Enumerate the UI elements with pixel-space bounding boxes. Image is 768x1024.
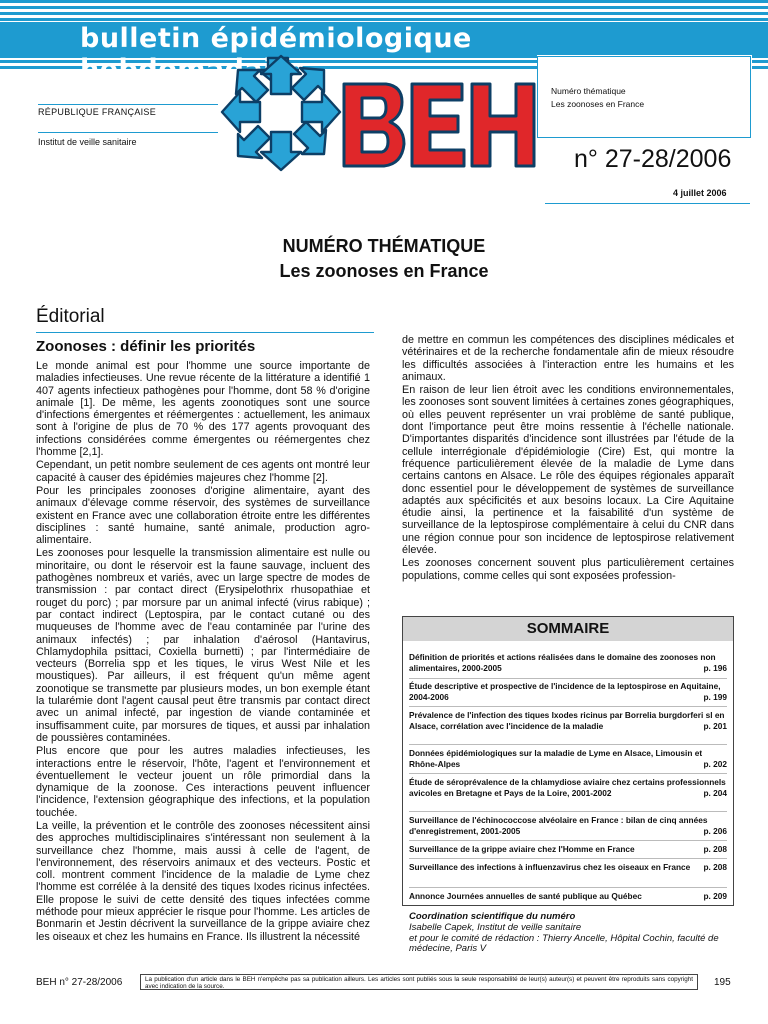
toc-item-text: Surveillance des infections à influenzavirus chez les oiseaux en France [409,862,691,872]
theme-box [537,56,751,138]
beh-letters-logo [340,78,538,170]
footer-notice: La publication d'un article dans le BEH n'empêche pas sa publication ailleurs. Les articles sont publiés sous la seule responsabilité de leur(s) auteur(s) et peuvent être reproduits sans copyright avec indication de la source. [140,974,698,990]
beh-arrows-logo-icon [218,52,344,174]
paragraph: Plus encore que pour les autres maladies infectieuses, les interactions entre le réservoir, l'hôte, l'agent et l'environnement et éventuellement le vecteur jouent un rôle primordial dans la dynamique de la zoonose. Ces interactions peuvent influencer l'incidence, l'extension géographique des infections, et la population touchée. [36,745,370,819]
toc-item[interactable] [409,681,727,702]
issue-subheading: Les zoonoses en France [279,261,489,281]
coordination-label: Coordination scientifique du numéro [409,911,576,922]
date-rule [545,203,750,204]
toc-rule [409,744,727,745]
toc-item-page: p. 199 [703,691,727,702]
toc-rule [409,887,727,888]
table-of-contents-title: SOMMAIRE [403,617,733,641]
toc-item[interactable] [409,815,727,836]
editorial-title: Zoonoses : définir les priorités [36,338,256,355]
paragraph: Le monde animal est pour l'homme une source importante de maladies infectieuses. Une revue récente de la littérature a identifié 1 407 agents infectieux pathogènes pour l'homme, dont 58 % d'origine animale [1]. De même, les agents zoonotiques sont une source d'infections émergentes et réémergentes : actuellement, les animaux sont à l'origine de plus de 70 % des 177 agents provoquant des infections considérées comme émergentes ou réémergentes chez l'homme [2,1]. [36,360,370,459]
theme-label: Numéro thématique [551,86,626,96]
toc-rule [409,811,727,812]
toc-item-text: Étude de séroprévalence de la chlamydiose aviaire chez certains professionnels avicoles en Bretagne et Pays de la Loire, 2001-2002 [409,777,726,798]
institute-label: Institut de veille sanitaire [38,137,137,147]
paragraph: Pour les principales zoonoses d'origine alimentaire, ayant des animaux d'élevage comme réservoir, des systèmes de surveillance existent en France avec une collaboration étroite entre les différentes disciplines : santé humaine, santé animale, production agro-alimentaire. [36,484,370,547]
masthead-title: bulletin épidémiologique [80,23,472,54]
editorial-right-column [402,334,734,583]
paragraph: La veille, la prévention et le contrôle des zoonoses nécessitent ainsi des approches multidisciplinaires s'intéressant non seulement à la surveillance chez l'homme, mais aussi à celle de l'agent, de l'environnement, des réservoirs animaux et des vecteurs. Postic et coll. montrent comment l'incidence de la maladie de Lyme chez l'homme est corrélée à la densité des tiques Ixodes ricinus infectées. Elle propose le suivi de cette densité des tiques infectées comme méthode pour mieux apprécier le risque pour l'homme. Les articles de Bonmarin et Jestin décrivent la surveillance de la grippe aviaire chez les oiseaux et chez les humains en France. Ils illustrent la nécessité [36,819,370,943]
toc-rule [409,706,727,707]
toc-item-page: p. 206 [703,825,727,836]
toc-item-text: Surveillance de la grippe aviaire chez l'Homme en France [409,844,635,854]
editorial-committee: et pour le comité de rédaction : Thierry Ancelle, Hôpital Cochin, faculté de médecine, Paris V [409,932,719,955]
toc-rule [409,773,727,774]
section-label: Éditorial [36,306,105,327]
toc-item[interactable] [409,862,727,873]
toc-rule [409,858,727,859]
paragraph: Les zoonoses concernent souvent plus particulièrement certaines populations, comme celles qui sont exposées profession- [402,557,734,582]
toc-item-text: Données épidémiologiques sur la maladie de Lyme en Alsace, Limousin et Rhône-Alpes [409,748,703,769]
republic-label: RÉPUBLIQUE FRANÇAISE [38,107,157,117]
toc-item-text: Définition de priorités et actions réalisées dans le domaine des zoonoses non alimentaires, 2000-2005 [409,652,716,673]
toc-item-text: Annonce Journées annuelles de santé publique au Québec [409,891,642,901]
issue-date: 4 juillet 2006 [673,188,727,198]
toc-item-page: p. 204 [703,787,727,798]
theme-subject: Les zoonoses en France [551,99,645,109]
editorial-left-column [36,360,370,944]
paragraph: de mettre en commun les compétences des disciplines médicales et vétérinaires et de la recherche fondamentale afin de mieux résoudre les difficultés associées à l'interaction entre les humains et les animaux. [402,334,734,383]
toc-item[interactable] [409,748,727,769]
toc-item[interactable] [409,844,727,855]
footer-issue: BEH n° 27-28/2006 [36,977,123,988]
rule-mid-left [38,132,218,133]
issue-number: n° 27-28/2006 [574,145,732,173]
issue-heading: NUMÉRO THÉMATIQUE [282,236,486,256]
toc-item-page: p. 196 [703,662,727,673]
toc-item-page: p. 208 [703,844,727,854]
toc-rule [409,840,727,841]
editorial-rule [36,332,374,333]
toc-item[interactable] [409,777,727,798]
coordinator: Isabelle Capek, Institut de veille sanitaire [409,921,582,933]
coordination-credits [409,912,734,955]
toc-item-text: Prévalence de l'infection des tiques Ixodes ricinus par Borrelia burgdorferi sl en Alsace, corrélation avec l'incidence de la maladie [409,710,725,731]
toc-item-page: p. 202 [703,758,727,769]
toc-item[interactable] [409,652,727,673]
toc-item-text: Étude descriptive et prospective de l'incidence de la leptospirose en Aquitaine, 2004-2006 [409,681,721,702]
toc-rule [409,678,727,679]
toc-item-page: p. 201 [703,720,727,731]
toc-item-text: Surveillance de l'échinococcose alvéolaire en France : bilan de cinq années d'enregistrement, 2001-2005 [409,815,708,836]
toc-item-page: p. 208 [703,862,727,872]
paragraph: Les zoonoses pour lesquelle la transmission alimentaire est nulle ou minoritaire, ou dont le réservoir est la faune sauvage, incluent des pathogènes nombreux et variés, avec un large spectre de modes de transmission : par contact direct (Erysipelothrix rhusopathiae et rouget du porc) ; par morsure par un animal infecté (virus rabique) ; par contact indirect (Leptospira, par le contact cutané ou des muqueuses de l'homme avec de l'eau contaminée par l'urine des animaux infectés) ; par inhalation d'aérosol (Hantavirus, Chlamydophila psittaci, Coxiella burnetti) ; par l'intermédiaire de vecteurs (Borrelia spp et les tiques, le virus West Nile et les moustiques). Par ailleurs, il est fréquent qu'un même agent zoonotique se transmette par plusieurs modes, un bon exemple étant la tularémie dont l'agent causal peut être transmis par contact direct avec un animal infecté, par ingestion de viande contaminée et insuffisamment cuite, par morsures de tiques, et aussi par inhalation de poussières contaminées. [36,547,370,744]
rule-top-left [38,104,218,105]
paragraph: En raison de leur lien étroit avec les conditions environnementales, les zoonoses sont souvent limitées à certaines zones géographiques, où elles peuvent représenter un vrai problème de santé publique, dont l'importance peut être moins ressentie à l'échelle nationale. D'importantes disparités d'incidence sont illustrées par l'étude de la cellule interrégionale d'épidémiologie (Cire) Est, qui montre la fréquence particulièrement élevée de la maladie de Lyme dans certains cantons en Alsace. Le rôle des équipes régionales apparaît donc essentiel pour le développement de systèmes de surveillance adaptés aux spécificités et aux besoins locaux. La Cire Aquitaine étudie ainsi, la pertinence et la faisabilité d'un système de surveillance de la leptospirose complémentaire à celui du CNR dans une région connue pour son incidence de leptospirose relativement élevée. [402,384,734,557]
paragraph: Cependant, un petit nombre seulement de ces agents ont montré leur capacité à causer des épidémies majeures chez l'homme [2]. [36,459,370,484]
toc-item[interactable] [409,891,727,902]
toc-item-page: p. 209 [703,891,727,901]
page-number: 195 [714,977,731,988]
toc-item[interactable] [409,710,727,731]
